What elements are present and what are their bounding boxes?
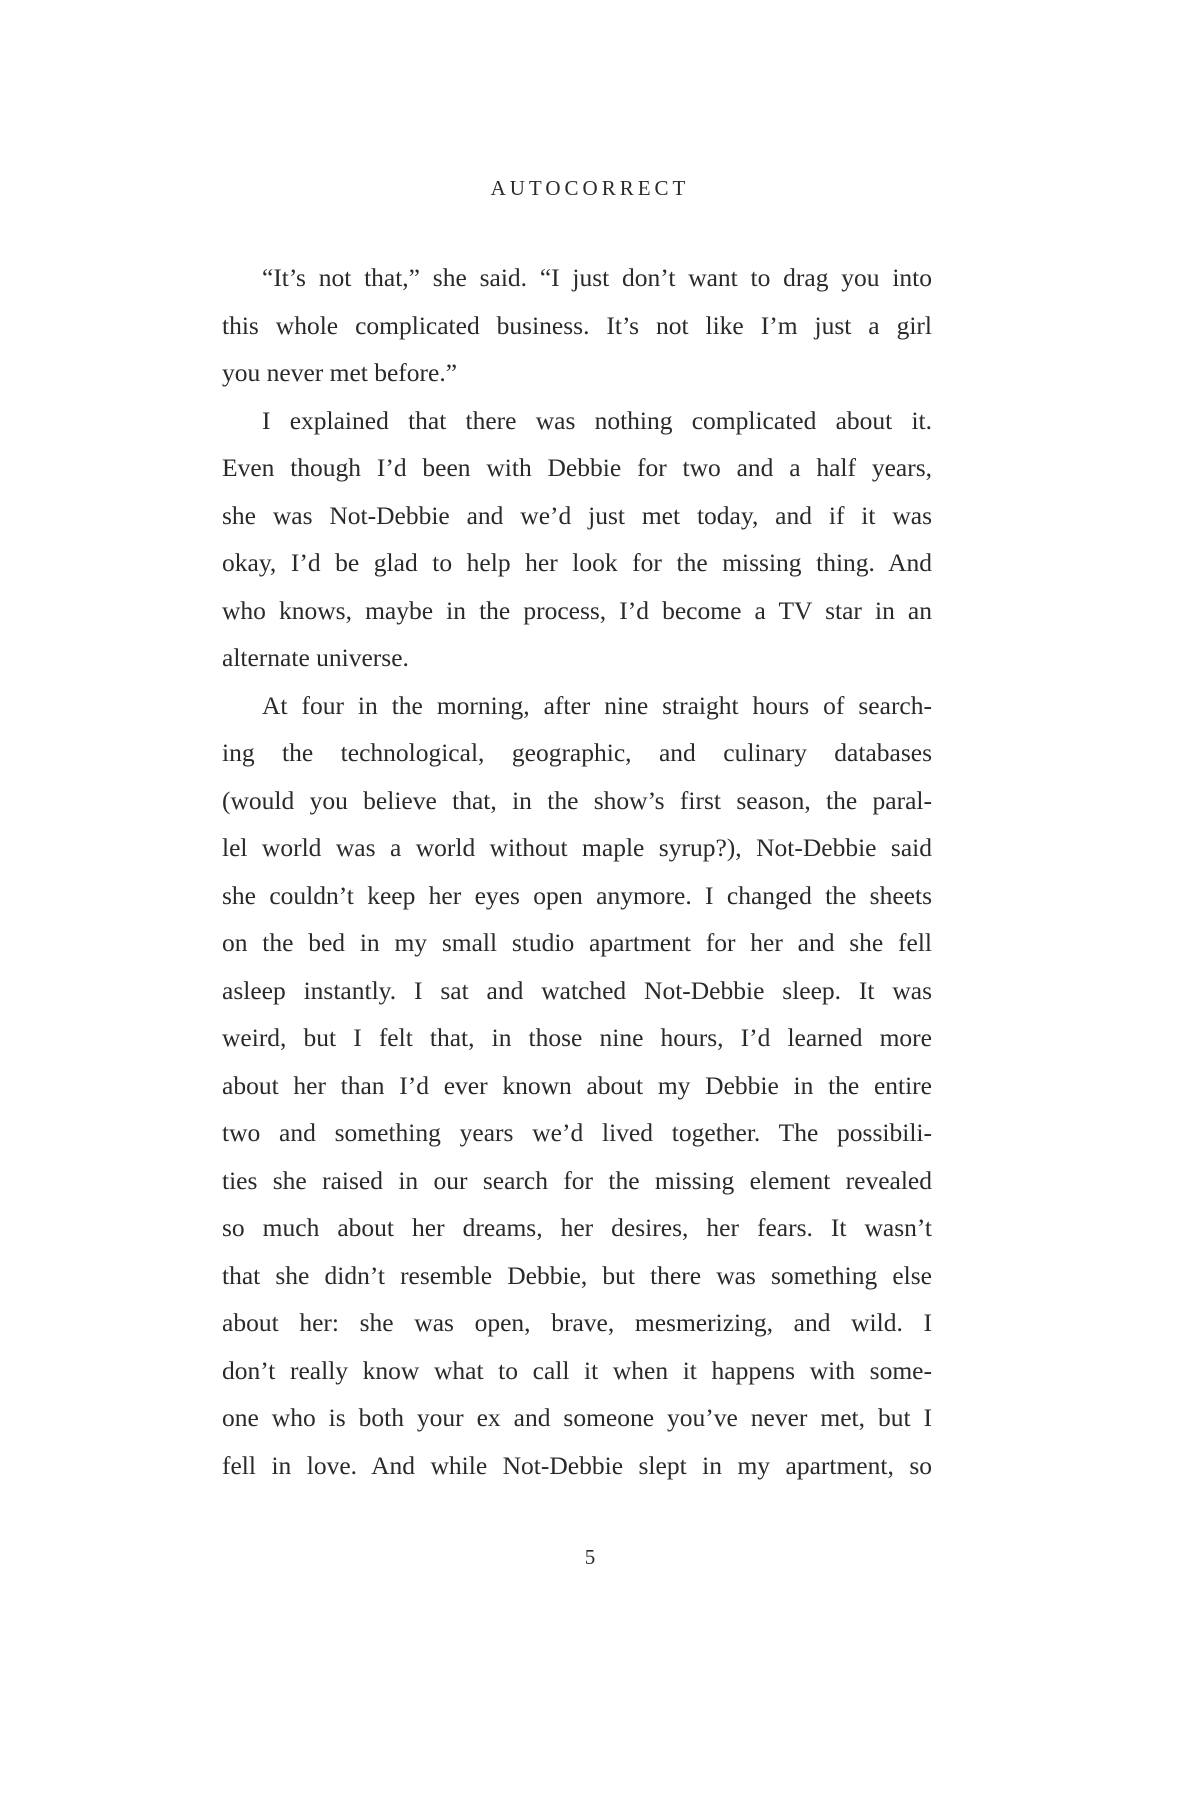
text-line: okay, I’d be glad to help her look for the missing thing. And	[222, 548, 932, 577]
text-line: she couldn’t keep her eyes open anymore. I changed the sheets	[222, 880, 932, 910]
page-number: 5	[584, 1545, 596, 1569]
text-line: I explained that there was nothing complicated about it.	[262, 405, 932, 435]
text-line: you never met before.”	[222, 358, 458, 387]
text-line: who knows, maybe in the process, I’d become a TV star in an	[222, 595, 932, 625]
text-line: Even though I’d been with Debbie for two and a half years,	[222, 453, 932, 482]
text-line: this whole complicated business. It’s not like I’m just a girl	[222, 310, 932, 340]
text-line: don’t really know what to call it when it happens with some-	[222, 1355, 932, 1385]
text-line: “It’s not that,” she said. “I just don’t want to drag you into	[262, 263, 932, 292]
text-line: At four in the morning, after nine straight hours of search-	[262, 690, 932, 720]
text-line: that she didn’t resemble Debbie, but there was something else	[222, 1260, 932, 1290]
text-line: so much about her dreams, her desires, her fears. It wasn’t	[222, 1213, 932, 1242]
body-text	[222, 254, 932, 1489]
text-line: ties she raised in our search for the missing element revealed	[222, 1165, 932, 1195]
text-line: alternate universe.	[222, 643, 409, 672]
text-line: asleep instantly. I sat and watched Not-Debbie sleep. It was	[222, 975, 932, 1005]
text-line: ing the technological, geographic, and culinary databases	[222, 738, 932, 767]
text-line: one who is both your ex and someone you’ve never met, but I	[222, 1403, 932, 1432]
text-line: two and something years we’d lived together. The possibili-	[222, 1118, 932, 1147]
text-line: lel world was a world without maple syrup?), Not-Debbie said	[222, 833, 932, 862]
text-line: about her than I’d ever known about my Debbie in the entire	[222, 1070, 932, 1100]
text-line: she was Not-Debbie and we’d just met today, and if it was	[222, 500, 932, 530]
text-line: about her: she was open, brave, mesmerizing, and wild. I	[222, 1308, 932, 1337]
text-line: on the bed in my small studio apartment for her and she fell	[222, 928, 932, 957]
text-line: weird, but I felt that, in those nine hours, I’d learned more	[222, 1023, 932, 1052]
running-head: AUTOCORRECT	[490, 176, 690, 200]
text-line: fell in love. And while Not-Debbie slept in my apartment, so	[222, 1450, 932, 1480]
text-line: (would you believe that, in the show’s first season, the paral-	[222, 785, 932, 815]
